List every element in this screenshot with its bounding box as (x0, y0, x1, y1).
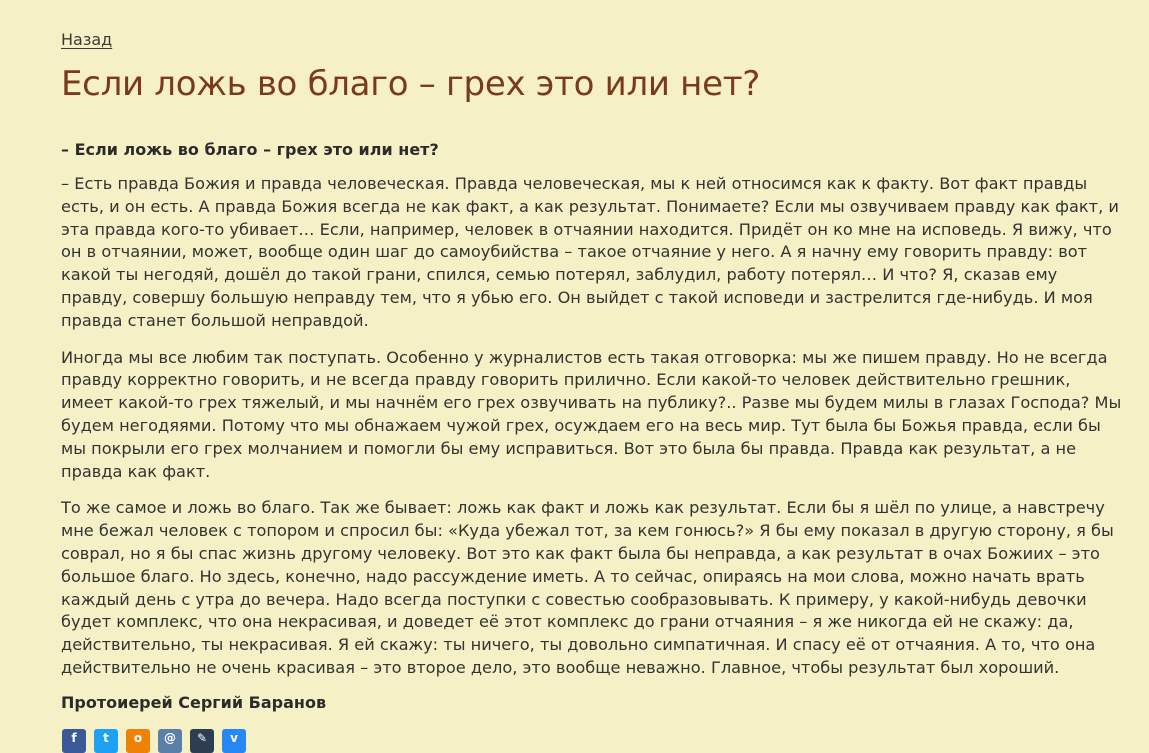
page-title: Если ложь во благо – грех это или нет? (61, 64, 760, 104)
article-paragraph: Иногда мы все любим так поступать. Особенно у журналистов есть такая отговорка: мы же пишем правду. Но не всегда правду корректно говорить, и не всегда правду говорить прилично. Если какой-то человек действительно грешник, имеет какой-то грех тяжелый, и мы начнём его грех озвучивать на публику?.. Разве мы будем милы в глазах Господа? Мы будем негодяями. Потому что мы обнажаем чужой грех, осуждаем его на весь мир. Тут была бы Божья правда, если бы мы покрыли его грех молчанием и помогли бы ему исправиться. Вот это была бы правда. Правда как результат, а не правда как факт. (61, 347, 1122, 481)
article-paragraph: То же самое и ложь во благо. Так же бывает: ложь как факт и ложь как результат. Если бы я шёл по улице, а навстречу мне бежал человек с топором и спросил бы: «Куда убежал тот, за кем гонюсь?» Я бы ему показал в другую сторону, я бы соврал, но я бы спас жизнь другому человеку. Вот это как факт была бы неправда, а как результат в очах Божиих – это большое благо. Но здесь, конечно, надо рассуждение иметь. А то сейчас, опираясь на мои слова, можно начать врать каждый день с утра до вечера. Надо всегда поступки с совестью сообразовывать. К примеру, у какой-нибудь девочки будет комплекс, что она некрасивая, и доведет её этот комплекс до грани отчаяния – я же никогда ей не скажу: да, действительно, ты некрасивая. Я ей скажу: ты ничего, ты довольно симпатичная. И спасу её от отчаяния. А то, что она действительно не очень красивая – это второе дело, это вообще неважно. Главное, чтобы результат был хороший. (61, 498, 1114, 677)
article-container (61, 30, 1126, 714)
twitter-share-button[interactable] (94, 729, 118, 753)
question-heading: – Если ложь во благо – грех это или нет? (61, 140, 439, 159)
odnoklassniki-icon: o (133, 731, 143, 745)
back-link[interactable]: Назад (61, 30, 113, 49)
livejournal-icon: ✎ (196, 731, 208, 745)
odnoklassniki-share-button[interactable] (126, 729, 150, 753)
twitter-icon: t (103, 731, 109, 745)
vk-icon: v (230, 731, 238, 745)
share-buttons (62, 729, 246, 753)
article-paragraph: – Есть правда Божия и правда человеческая. Правда человеческая, мы к ней относимся как к факту. Вот факт правды есть, и он есть. А правда Божия всегда не как факт, а как результат. Понимаете? Если мы озвучиваем правду как факт, и эта правда кого-то убивает… Если, например, человек в отчаянии находится. Придёт он ко мне на исповедь. Я вижу, что он в отчаянии, может, вообще один шаг до самоубийства – такое отчаяние у него. А я начну ему говорить правду: вот какой ты негодяй, дошёл до такой грани, спился, семью потерял, заблудил, работу потерял… И что? Я, сказав ему правду, совершу большую неправду тем, что я убью его. Он выйдет с такой исповеди и застрелится где-нибудь. И моя правда станет большой неправдой. (61, 174, 1119, 330)
facebook-share-button[interactable] (62, 729, 86, 753)
facebook-icon: f (71, 731, 77, 745)
moimir-icon: @ (164, 731, 176, 745)
author-signature: Протоиерей Сергий Баранов (61, 692, 327, 712)
vk-share-button[interactable] (222, 729, 246, 753)
livejournal-share-button[interactable] (190, 729, 214, 753)
moimir-share-button[interactable] (158, 729, 182, 753)
